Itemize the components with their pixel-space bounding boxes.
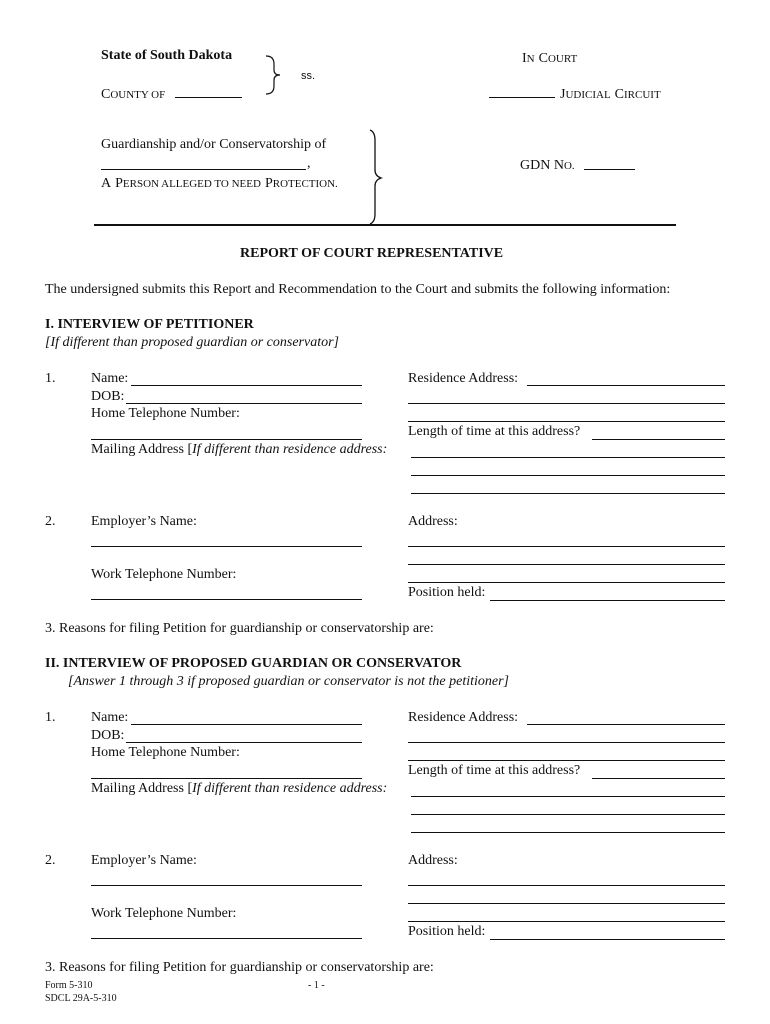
dob-input[interactable] bbox=[126, 387, 362, 403]
position-line bbox=[490, 600, 725, 601]
name-input[interactable] bbox=[131, 369, 362, 385]
form-number: Form 5-310 bbox=[45, 980, 93, 991]
work-phone-label: Work Telephone Number: bbox=[91, 567, 237, 582]
state-label: State of South Dakota bbox=[101, 48, 233, 63]
employer-address-label: Address: bbox=[408, 514, 458, 529]
item-number: 2. bbox=[45, 853, 56, 868]
curly-brace-icon bbox=[258, 54, 288, 96]
residence-label: Residence Address: bbox=[408, 710, 519, 725]
mailing-line-3[interactable] bbox=[411, 832, 725, 833]
residence-line-3[interactable] bbox=[408, 421, 725, 422]
reasons-label: 3. Reasons for filing Petition for guardianship or conservatorship are: bbox=[45, 621, 434, 636]
matter-label: Guardianship and/or Conservatorship of bbox=[101, 137, 327, 152]
mailing-address-input[interactable] bbox=[411, 780, 725, 796]
county-blank[interactable] bbox=[175, 97, 242, 98]
name-label: Name: bbox=[91, 710, 129, 725]
item-number: 1. bbox=[45, 710, 56, 725]
residence-line-2[interactable] bbox=[408, 742, 725, 743]
employer-address-line-1[interactable] bbox=[408, 885, 725, 886]
section2-heading: II. INTERVIEW OF PROPOSED GUARDIAN OR CONSERVATOR bbox=[45, 656, 462, 671]
mailing-address-input[interactable] bbox=[411, 441, 725, 457]
position-input[interactable] bbox=[490, 923, 725, 939]
length-line bbox=[592, 439, 725, 440]
name-line bbox=[131, 724, 362, 725]
work-phone-line[interactable] bbox=[91, 938, 362, 939]
residence-line-2[interactable] bbox=[408, 403, 725, 404]
mailing-address-label: Mailing Address [If different than residence address: bbox=[91, 781, 388, 796]
judicial-circuit-blank[interactable] bbox=[489, 97, 555, 98]
dob-label: DOB: bbox=[91, 389, 125, 404]
protected-person-label: A PERSON ALLEGED TO NEED PROTECTION. bbox=[101, 176, 338, 191]
name-line bbox=[131, 385, 362, 386]
mailing-line-2[interactable] bbox=[411, 475, 725, 476]
residence-line-1 bbox=[527, 724, 725, 725]
dob-line bbox=[126, 403, 362, 404]
dob-input[interactable] bbox=[126, 726, 362, 742]
employer-address-line-1[interactable] bbox=[408, 546, 725, 547]
length-line bbox=[592, 778, 725, 779]
item-number: 2. bbox=[45, 514, 56, 529]
name-input[interactable] bbox=[131, 708, 362, 724]
gdn-number-label: GDN NO. bbox=[520, 158, 575, 173]
county-label: COUNTY OF bbox=[101, 87, 166, 102]
length-input[interactable] bbox=[592, 762, 725, 778]
position-input[interactable] bbox=[490, 584, 725, 600]
home-phone-input[interactable] bbox=[91, 763, 362, 779]
length-input[interactable] bbox=[592, 423, 725, 439]
large-brace-icon bbox=[364, 128, 386, 226]
employer-label: Employer’s Name: bbox=[91, 853, 197, 868]
position-label: Position held: bbox=[408, 585, 486, 600]
work-phone-label: Work Telephone Number: bbox=[91, 906, 237, 921]
length-label: Length of time at this address? bbox=[408, 424, 581, 439]
employer-line[interactable] bbox=[91, 885, 362, 886]
home-phone-line bbox=[91, 778, 362, 779]
work-phone-line[interactable] bbox=[91, 599, 362, 600]
position-line bbox=[490, 939, 725, 940]
name-label: Name: bbox=[91, 371, 129, 386]
page-number: - 1 - bbox=[308, 980, 325, 991]
mailing-address-label: Mailing Address [If different than residence address: bbox=[91, 442, 388, 457]
employer-address-line-2[interactable] bbox=[408, 903, 725, 904]
mailing-line-2[interactable] bbox=[411, 814, 725, 815]
section2-subheading: [Answer 1 through 3 if proposed guardian or conservator is not the petitioner] bbox=[68, 674, 509, 689]
home-phone-line bbox=[91, 439, 362, 440]
employer-address-label: Address: bbox=[408, 853, 458, 868]
mailing-line-1 bbox=[411, 457, 725, 458]
residence-input[interactable] bbox=[527, 369, 725, 385]
section1-heading: I. INTERVIEW OF PETITIONER bbox=[45, 317, 254, 332]
position-label: Position held: bbox=[408, 924, 486, 939]
mailing-line-1 bbox=[411, 796, 725, 797]
reasons-label: 3. Reasons for filing Petition for guardianship or conservatorship are: bbox=[45, 960, 434, 975]
employer-line[interactable] bbox=[91, 546, 362, 547]
mailing-line-3[interactable] bbox=[411, 493, 725, 494]
ss-label: ss. bbox=[301, 70, 316, 82]
residence-line-3[interactable] bbox=[408, 760, 725, 761]
residence-label: Residence Address: bbox=[408, 371, 519, 386]
employer-address-line-3[interactable] bbox=[408, 921, 725, 922]
home-phone-label: Home Telephone Number: bbox=[91, 406, 240, 421]
home-phone-label: Home Telephone Number: bbox=[91, 745, 240, 760]
item-number: 1. bbox=[45, 371, 56, 386]
matter-comma: , bbox=[307, 156, 311, 171]
employer-address-line-3[interactable] bbox=[408, 582, 725, 583]
dob-label: DOB: bbox=[91, 728, 125, 743]
form-title: REPORT OF COURT REPRESENTATIVE bbox=[240, 246, 504, 261]
sdcl-reference: SDCL 29A-5-310 bbox=[45, 993, 117, 1004]
section1-subheading: [If different than proposed guardian or conservator] bbox=[45, 335, 339, 350]
employer-label: Employer’s Name: bbox=[91, 514, 197, 529]
dob-line bbox=[126, 742, 362, 743]
home-phone-input[interactable] bbox=[91, 424, 362, 440]
judicial-circuit-label: JUDICIAL CIRCUIT bbox=[560, 87, 661, 102]
caption-rule bbox=[94, 224, 676, 226]
residence-input[interactable] bbox=[527, 708, 725, 724]
intro-text: The undersigned submits this Report and Recommendation to the Court and submits the following information: bbox=[45, 282, 671, 297]
respondent-name-blank[interactable] bbox=[101, 169, 306, 170]
circuit-court-label: IN COURT bbox=[522, 51, 578, 66]
gdn-number-blank[interactable] bbox=[584, 169, 635, 170]
length-label: Length of time at this address? bbox=[408, 763, 581, 778]
employer-address-line-2[interactable] bbox=[408, 564, 725, 565]
residence-line-1 bbox=[527, 385, 725, 386]
